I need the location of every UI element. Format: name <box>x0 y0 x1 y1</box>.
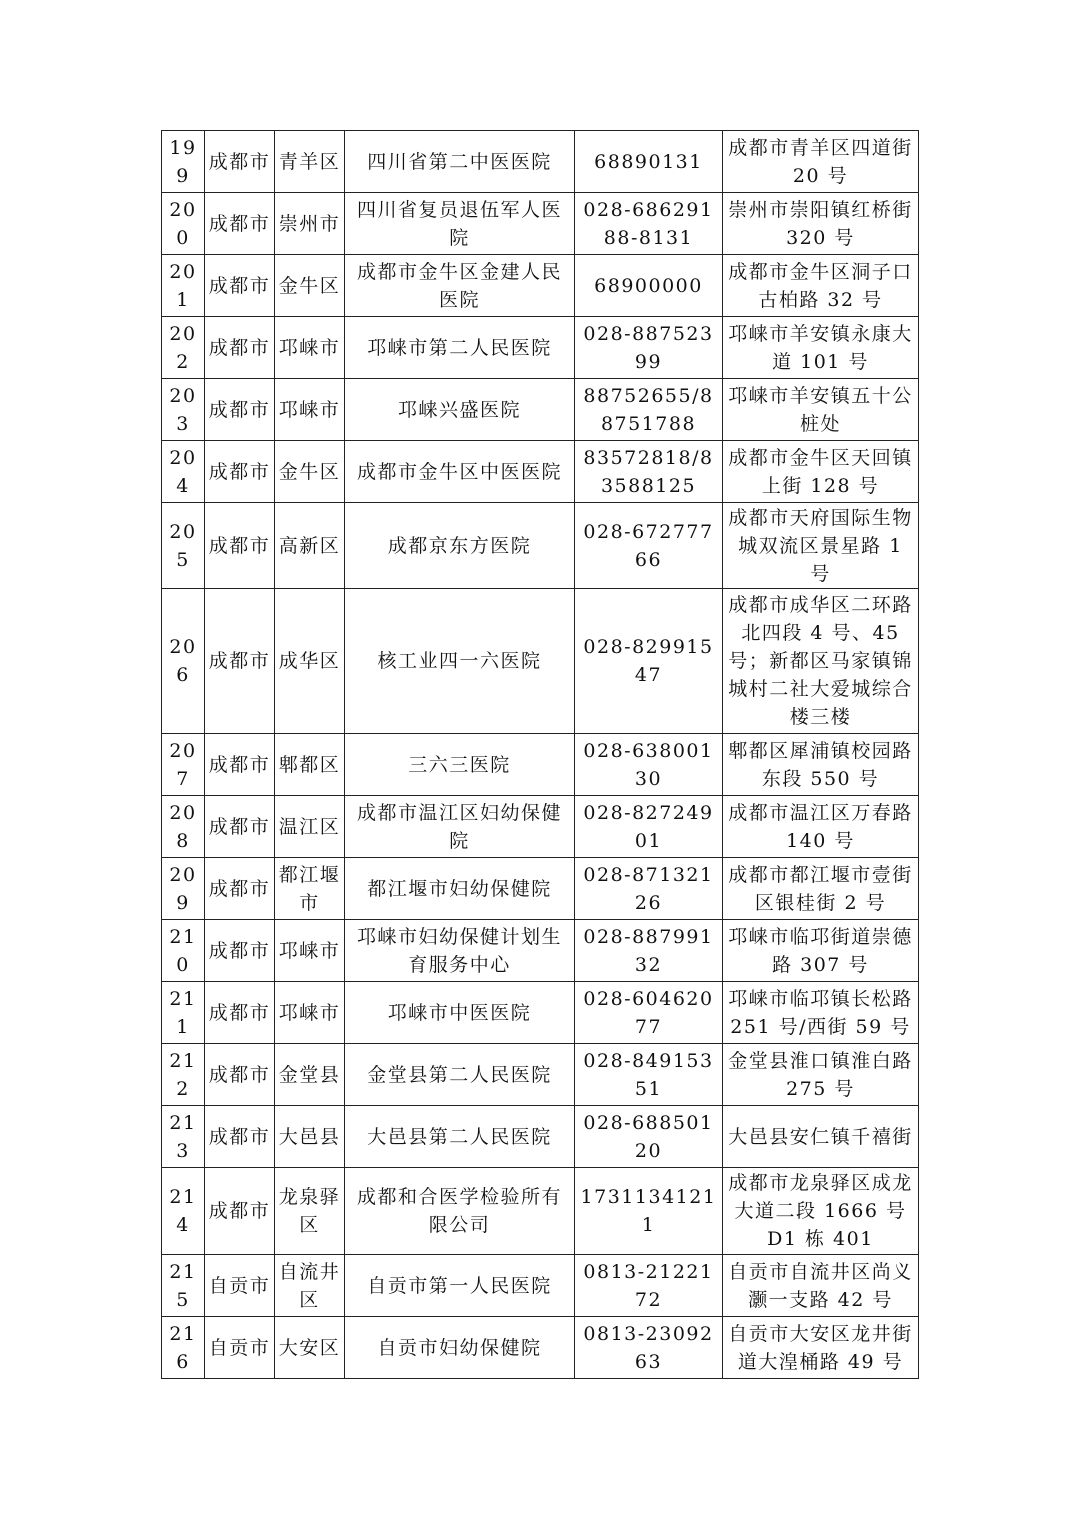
district-cell: 金牛区 <box>275 255 345 317</box>
address-cell: 成都市成华区二环路北四段 4 号、45号；新都区马家镇锦城村二社大爱城综合楼三楼 <box>723 589 919 734</box>
hospital-name-cell: 成都和合医学检验所有限公司 <box>345 1168 575 1255</box>
hospital-name-cell: 成都市金牛区中医医院 <box>345 441 575 503</box>
phone-cell: 0813-2122172 <box>575 1255 723 1317</box>
hospital-name-cell: 四川省第二中医医院 <box>345 131 575 193</box>
address-cell: 郫都区犀浦镇校园路东段 550 号 <box>723 734 919 796</box>
district-cell: 邛崃市 <box>275 379 345 441</box>
row-number-cell: 215 <box>162 1255 205 1317</box>
city-cell: 成都市 <box>205 796 275 858</box>
table-row <box>162 1106 919 1168</box>
hospital-name-cell: 金堂县第二人民医院 <box>345 1044 575 1106</box>
hospital-name-cell: 三六三医院 <box>345 734 575 796</box>
phone-cell: 028-68629188-8131 <box>575 193 723 255</box>
phone-cell: 028-88752399 <box>575 317 723 379</box>
district-cell: 大安区 <box>275 1317 345 1379</box>
table-row <box>162 131 919 193</box>
city-cell: 成都市 <box>205 1106 275 1168</box>
table-row <box>162 503 919 589</box>
address-cell: 成都市金牛区天回镇上街 128 号 <box>723 441 919 503</box>
city-cell: 成都市 <box>205 1044 275 1106</box>
row-number-cell: 203 <box>162 379 205 441</box>
address-cell: 大邑县安仁镇千禧街 <box>723 1106 919 1168</box>
district-cell: 成华区 <box>275 589 345 734</box>
hospital-name-cell: 邛崃市中医医院 <box>345 982 575 1044</box>
district-cell: 高新区 <box>275 503 345 589</box>
city-cell: 成都市 <box>205 1168 275 1255</box>
row-number-cell: 205 <box>162 503 205 589</box>
address-cell: 自贡市自流井区尚义灏一支路 42 号 <box>723 1255 919 1317</box>
row-number-cell: 200 <box>162 193 205 255</box>
table-row <box>162 255 919 317</box>
address-cell: 自贡市大安区龙井街道大湟桶路 49 号 <box>723 1317 919 1379</box>
address-cell: 邛崃市临邛街道崇德路 307 号 <box>723 920 919 982</box>
table-row <box>162 1317 919 1379</box>
city-cell: 成都市 <box>205 589 275 734</box>
city-cell: 成都市 <box>205 317 275 379</box>
row-number-cell: 208 <box>162 796 205 858</box>
hospital-name-cell: 成都市金牛区金建人民医院 <box>345 255 575 317</box>
district-cell: 大邑县 <box>275 1106 345 1168</box>
phone-cell: 83572818/83588125 <box>575 441 723 503</box>
district-cell: 金堂县 <box>275 1044 345 1106</box>
table-row <box>162 317 919 379</box>
phone-cell: 028-63800130 <box>575 734 723 796</box>
city-cell: 成都市 <box>205 734 275 796</box>
phone-cell: 028-82991547 <box>575 589 723 734</box>
row-number-cell: 209 <box>162 858 205 920</box>
city-cell: 成都市 <box>205 255 275 317</box>
district-cell: 邛崃市 <box>275 920 345 982</box>
city-cell: 成都市 <box>205 441 275 503</box>
hospital-table-body <box>162 131 919 1379</box>
district-cell: 都江堰市 <box>275 858 345 920</box>
city-cell: 成都市 <box>205 503 275 589</box>
table-row <box>162 193 919 255</box>
city-cell: 成都市 <box>205 858 275 920</box>
hospital-name-cell: 邛崃市妇幼保健计划生育服务中心 <box>345 920 575 982</box>
city-cell: 成都市 <box>205 920 275 982</box>
district-cell: 龙泉驿区 <box>275 1168 345 1255</box>
address-cell: 崇州市崇阳镇红桥街 320 号 <box>723 193 919 255</box>
phone-cell: 028-68850120 <box>575 1106 723 1168</box>
phone-cell: 028-82724901 <box>575 796 723 858</box>
table-row <box>162 796 919 858</box>
row-number-cell: 211 <box>162 982 205 1044</box>
table-row <box>162 982 919 1044</box>
address-cell: 成都市青羊区四道街 20 号 <box>723 131 919 193</box>
phone-cell: 028-87132126 <box>575 858 723 920</box>
district-cell: 邛崃市 <box>275 317 345 379</box>
row-number-cell: 202 <box>162 317 205 379</box>
city-cell: 成都市 <box>205 193 275 255</box>
table-row <box>162 441 919 503</box>
row-number-cell: 199 <box>162 131 205 193</box>
row-number-cell: 216 <box>162 1317 205 1379</box>
district-cell: 崇州市 <box>275 193 345 255</box>
phone-cell: 028-67277766 <box>575 503 723 589</box>
row-number-cell: 201 <box>162 255 205 317</box>
address-cell: 金堂县淮口镇淮白路 275 号 <box>723 1044 919 1106</box>
address-cell: 成都市天府国际生物城双流区景星路 1 号 <box>723 503 919 589</box>
table-row <box>162 1168 919 1255</box>
hospital-name-cell: 邛崃兴盛医院 <box>345 379 575 441</box>
hospital-name-cell: 邛崃市第二人民医院 <box>345 317 575 379</box>
district-cell: 邛崃市 <box>275 982 345 1044</box>
hospital-table <box>161 130 919 1379</box>
city-cell: 成都市 <box>205 131 275 193</box>
hospital-name-cell: 四川省复员退伍军人医院 <box>345 193 575 255</box>
hospital-name-cell: 成都市温江区妇幼保健院 <box>345 796 575 858</box>
row-number-cell: 210 <box>162 920 205 982</box>
table-row <box>162 1044 919 1106</box>
phone-cell: 68900000 <box>575 255 723 317</box>
row-number-cell: 204 <box>162 441 205 503</box>
phone-cell: 028-84915351 <box>575 1044 723 1106</box>
address-cell: 邛崃市羊安镇五十公桩处 <box>723 379 919 441</box>
city-cell: 成都市 <box>205 379 275 441</box>
district-cell: 郫都区 <box>275 734 345 796</box>
row-number-cell: 213 <box>162 1106 205 1168</box>
row-number-cell: 206 <box>162 589 205 734</box>
phone-cell: 028-88799132 <box>575 920 723 982</box>
phone-cell: 028-60462077 <box>575 982 723 1044</box>
address-cell: 邛崃市临邛镇长松路 251 号/西街 59 号 <box>723 982 919 1044</box>
phone-cell: 88752655/88751788 <box>575 379 723 441</box>
hospital-name-cell: 自贡市第一人民医院 <box>345 1255 575 1317</box>
district-cell: 金牛区 <box>275 441 345 503</box>
table-row <box>162 589 919 734</box>
hospital-name-cell: 自贡市妇幼保健院 <box>345 1317 575 1379</box>
hospital-name-cell: 核工业四一六医院 <box>345 589 575 734</box>
phone-cell: 68890131 <box>575 131 723 193</box>
address-cell: 成都市温江区万春路 140 号 <box>723 796 919 858</box>
address-cell: 成都市龙泉驿区成龙大道二段 1666 号 D1 栋 401 <box>723 1168 919 1255</box>
hospital-name-cell: 都江堰市妇幼保健院 <box>345 858 575 920</box>
phone-cell: 0813-2309263 <box>575 1317 723 1379</box>
address-cell: 成都市都江堰市壹街区银桂街 2 号 <box>723 858 919 920</box>
table-row <box>162 858 919 920</box>
district-cell: 自流井区 <box>275 1255 345 1317</box>
hospital-name-cell: 大邑县第二人民医院 <box>345 1106 575 1168</box>
address-cell: 成都市金牛区洞子口古柏路 32 号 <box>723 255 919 317</box>
table-row <box>162 734 919 796</box>
row-number-cell: 207 <box>162 734 205 796</box>
table-row <box>162 379 919 441</box>
row-number-cell: 212 <box>162 1044 205 1106</box>
district-cell: 青羊区 <box>275 131 345 193</box>
row-number-cell: 214 <box>162 1168 205 1255</box>
phone-cell: 17311341211 <box>575 1168 723 1255</box>
city-cell: 成都市 <box>205 982 275 1044</box>
district-cell: 温江区 <box>275 796 345 858</box>
table-row <box>162 920 919 982</box>
city-cell: 自贡市 <box>205 1317 275 1379</box>
table-row <box>162 1255 919 1317</box>
city-cell: 自贡市 <box>205 1255 275 1317</box>
hospital-name-cell: 成都京东方医院 <box>345 503 575 589</box>
address-cell: 邛崃市羊安镇永康大道 101 号 <box>723 317 919 379</box>
